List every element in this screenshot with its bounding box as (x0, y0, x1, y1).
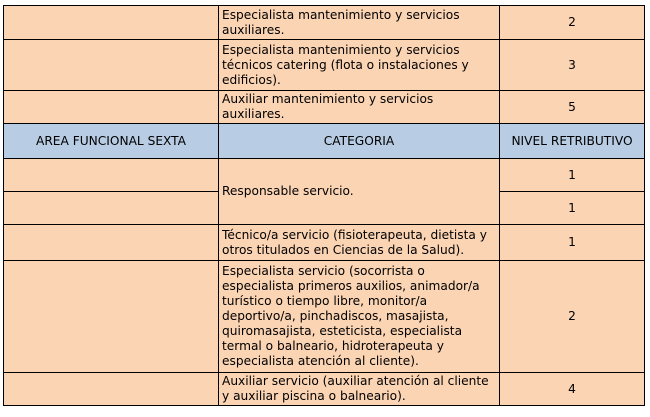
table-row (4, 225, 645, 261)
header-category: CATEGORIA (219, 124, 500, 159)
level-cell: 4 (500, 373, 645, 406)
table-row (4, 159, 645, 192)
area-cell (4, 40, 219, 91)
category-cell: Auxiliar mantenimiento y servicios auxiliares. (219, 91, 500, 124)
level-cell: 5 (500, 91, 645, 124)
category-cell: Especialista servicio (socorrista o especialista primeros auxilios, animador/a turístico o tiempo libre, monitor/a deportivo/a, pinchadiscos, masajista, quiromasajista, esteticista, especialista termal o balneario, hidroterapeuta y especialista atención al cliente). (219, 261, 500, 373)
table-row (4, 91, 645, 124)
category-cell: Auxiliar servicio (auxiliar atención al cliente y auxiliar piscina o balneario). (219, 373, 500, 406)
table-row (4, 373, 645, 406)
level-cell: 2 (500, 6, 645, 40)
category-cell: Especialista mantenimiento y servicios técnicos catering (flota o instalaciones y edificios). (219, 40, 500, 91)
table-header-row (4, 124, 645, 159)
area-cell (4, 91, 219, 124)
level-cell: 2 (500, 261, 645, 373)
area-cell (4, 6, 219, 40)
category-cell: Especialista mantenimiento y servicios auxiliares. (219, 6, 500, 40)
area-cell (4, 159, 219, 192)
area-cell (4, 373, 219, 406)
area-cell (4, 192, 219, 225)
level-cell: 1 (500, 192, 645, 225)
header-level: NIVEL RETRIBUTIVO (500, 124, 645, 159)
category-cell: Técnico/a servicio (fisioterapeuta, dietista y otros titulados en Ciencias de la Salud). (219, 225, 500, 261)
table-row (4, 6, 645, 40)
salary-levels-table (3, 5, 645, 406)
level-cell: 3 (500, 40, 645, 91)
header-area: AREA FUNCIONAL SEXTA (4, 124, 219, 159)
level-cell: 1 (500, 225, 645, 261)
table-row (4, 40, 645, 91)
area-cell (4, 225, 219, 261)
level-cell: 1 (500, 159, 645, 192)
category-cell: Responsable servicio. (219, 159, 500, 225)
table-row (4, 261, 645, 373)
area-cell (4, 261, 219, 373)
